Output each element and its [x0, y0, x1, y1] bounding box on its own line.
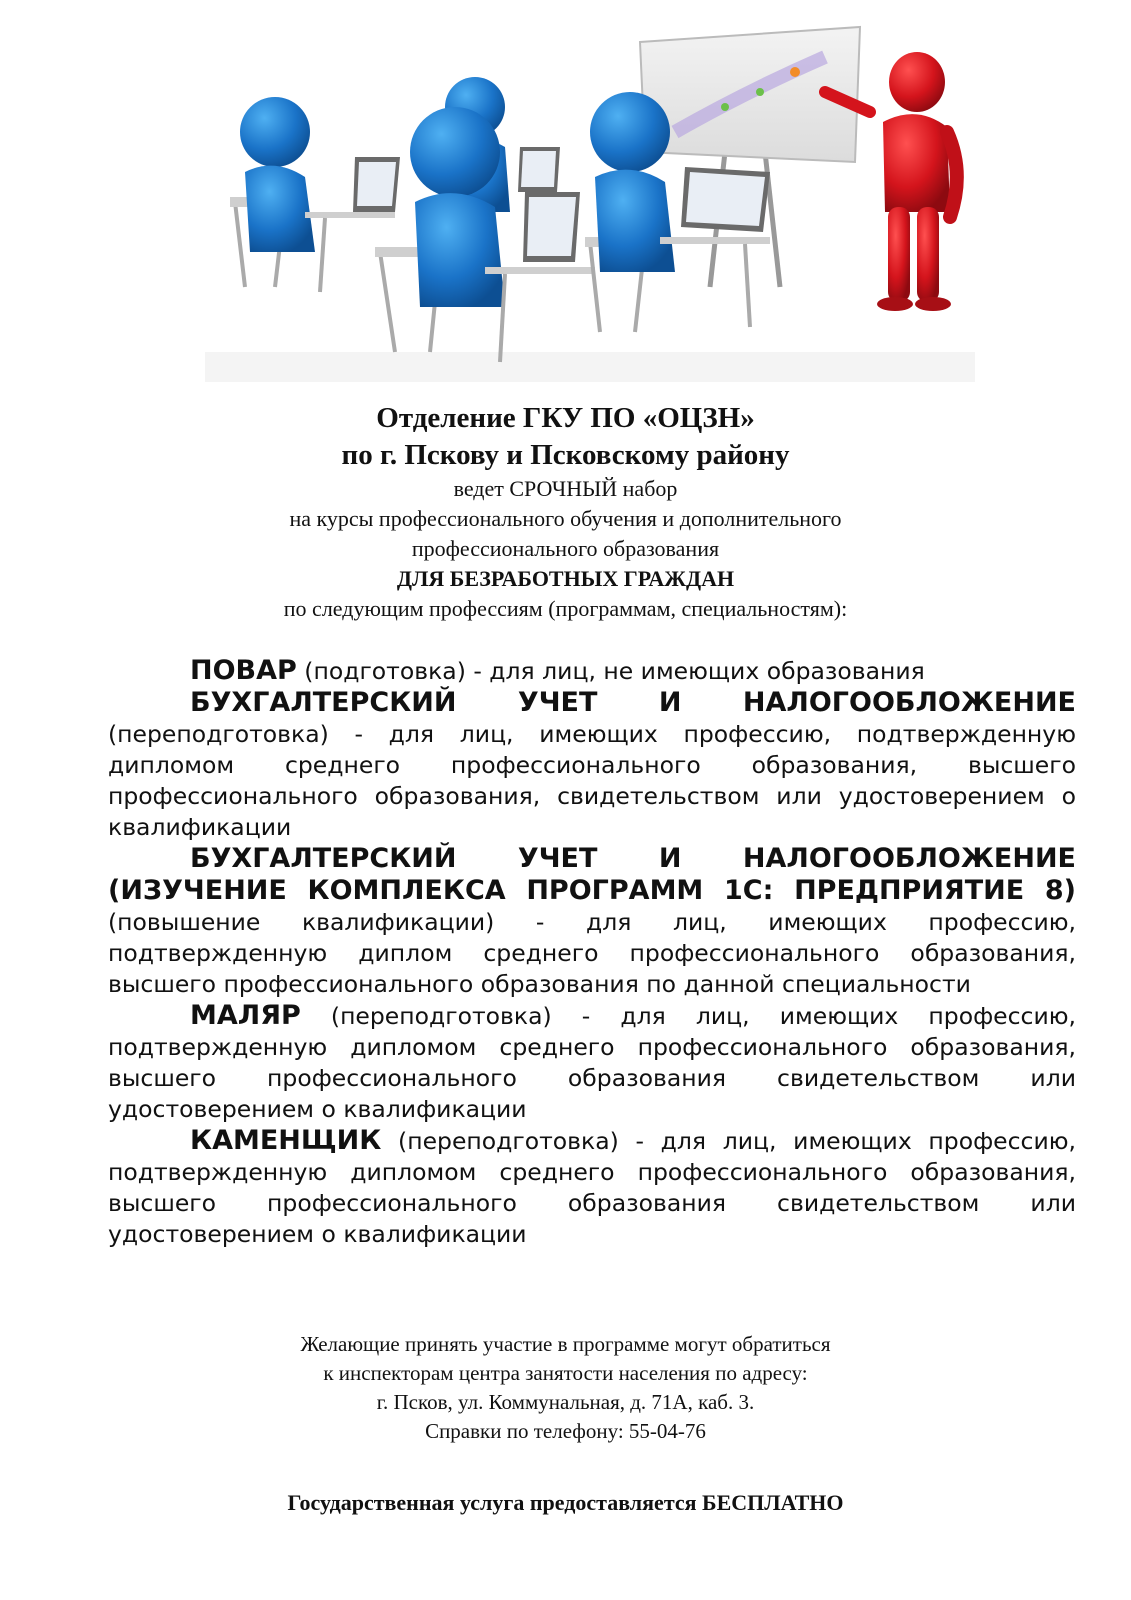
header — [0, 400, 1131, 624]
program-item — [108, 687, 1076, 843]
contact-line: Желающие принять участие в программе могут обратиться — [300, 1332, 831, 1356]
student-figure — [230, 97, 400, 292]
audience-heading: ДЛЯ БЕЗРАБОТНЫХ ГРАЖДАН — [396, 566, 735, 591]
office-name: Отделение ГКУ ПО «ОЦЗН» — [376, 402, 755, 434]
address: г. Псков, ул. Коммунальная, д. 71А, каб. 3. — [376, 1390, 755, 1414]
courses-line: на курсы профессионального обучения и дополнительного — [289, 506, 842, 531]
professions-intro: по следующим профессиям (программам, специальностям): — [283, 596, 848, 621]
program-item — [108, 1000, 1076, 1125]
recruitment-notice: ведет СРОЧНЫЙ набор — [453, 476, 678, 501]
program-title: МАЛЯР — [190, 1000, 301, 1031]
program-item — [108, 1125, 1076, 1250]
phone: Справки по телефону: 55-04-76 — [425, 1419, 706, 1443]
presentation-board — [640, 27, 860, 287]
program-title: БУХГАЛТЕРСКИЙ УЧЕТ И НАЛОГООБЛОЖЕНИЕ (ИЗУЧЕНИЕ КОМПЛЕКСА ПРОГРАММ 1С: ПРЕДПРИЯТИЕ 8) — [108, 843, 1076, 906]
contact-info — [0, 1330, 1131, 1446]
program-list — [108, 655, 1076, 1250]
program-description: (переподготовка) - для лиц, имеющих профессию, подтвержденную дипломом среднего профессионального образования, высшего профессионального образования, свидетельством или удостоверением о квалификации — [108, 720, 1076, 841]
program-description: (переподготовка) - для лиц, имеющих профессию, подтвержденную дипломом среднего профессионального образования, высшего профессионального образования свидетельством или удостоверением о квалификации — [108, 1127, 1076, 1248]
program-description: (переподготовка) - для лиц, имеющих профессию, подтвержденную дипломом среднего профессионального образования, высшего профессионального образования свидетельством или удостоверением о квалификации — [108, 1002, 1076, 1123]
classroom-illustration — [205, 22, 975, 382]
program-title: КАМЕНЩИК — [190, 1125, 382, 1156]
free-service-note: Государственная услуга предоставляется БЕСПЛАТНО — [287, 1490, 844, 1515]
student-figure — [375, 107, 595, 362]
contact-line: к инспекторам центра занятости населения по адресу: — [323, 1361, 808, 1385]
program-item — [108, 843, 1076, 1000]
program-title: ПОВАР — [190, 655, 297, 686]
program-description: (подготовка) - для лиц, не имеющих образования — [296, 657, 925, 685]
program-title: БУХГАЛТЕРСКИЙ УЧЕТ И НАЛОГООБЛОЖЕНИЕ — [190, 687, 1076, 718]
program-description: (повышение квалификации) - для лиц, имеющих профессию, подтвержденную диплом среднего профессионального образования, высшего профессионального образования по данной специальности — [108, 908, 1076, 998]
office-district: по г. Пскову и Псковскому району — [341, 439, 790, 471]
courses-line-2: профессионального образования — [411, 536, 720, 561]
program-item — [108, 655, 1076, 687]
